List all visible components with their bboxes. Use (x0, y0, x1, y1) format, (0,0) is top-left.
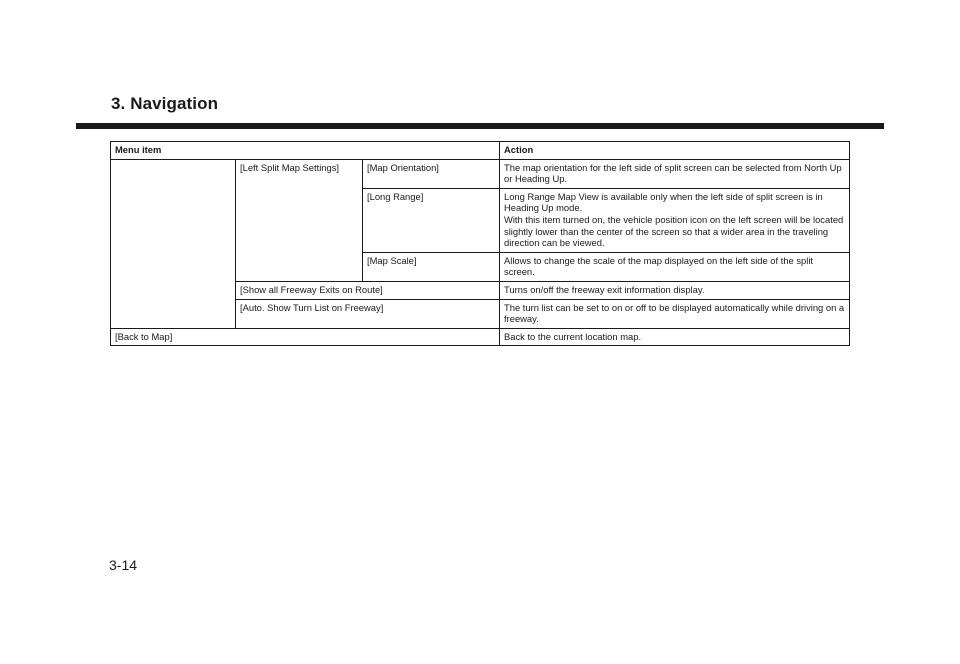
action-long-range (500, 188, 850, 252)
section-title: 3. Navigation (111, 94, 219, 113)
menu-back-to-map: [Back to Map] (111, 328, 500, 346)
menu-table (110, 141, 850, 346)
action-long-range-line-1: Long Range Map View is available only when the left side of split screen is in Heading Up mode. (504, 190, 823, 214)
menu-auto-show-turn-list: [Auto. Show Turn List on Freeway] (236, 299, 500, 328)
table-header-row (111, 142, 850, 160)
action-map-orientation: The map orientation for the left side of split screen can be selected from North Up or Heading Up. (500, 159, 850, 188)
menu-left-split-map-settings: [Left Split Map Settings] (236, 159, 363, 281)
menu-map-orientation: [Map Orientation] (363, 159, 500, 188)
action-long-range-line-2: With this item turned on, the vehicle position icon on the left screen will be located slightly lower than the center of the screen so that a wider area in the traveling direction can be viewed. (504, 213, 844, 249)
action-show-freeway-exits: Turns on/off the freeway exit information display. (500, 281, 850, 299)
action-map-scale: Allows to change the scale of the map displayed on the left side of the split screen. (500, 252, 850, 281)
table-row (111, 328, 850, 346)
action-back-to-map: Back to the current location map. (500, 328, 850, 346)
header-menu-item: Menu item (111, 142, 500, 160)
action-auto-show-turn-list: The turn list can be set to on or off to be displayed automatically while driving on a freeway. (500, 299, 850, 328)
page-number: 3-14 (109, 557, 138, 573)
menu-show-freeway-exits: [Show all Freeway Exits on Route] (236, 281, 500, 299)
menu-map-scale: [Map Scale] (363, 252, 500, 281)
table-row (111, 159, 850, 188)
menu-long-range: [Long Range] (363, 188, 500, 252)
indent-cell (111, 159, 236, 328)
section-divider (76, 123, 884, 129)
header-action: Action (500, 142, 850, 160)
